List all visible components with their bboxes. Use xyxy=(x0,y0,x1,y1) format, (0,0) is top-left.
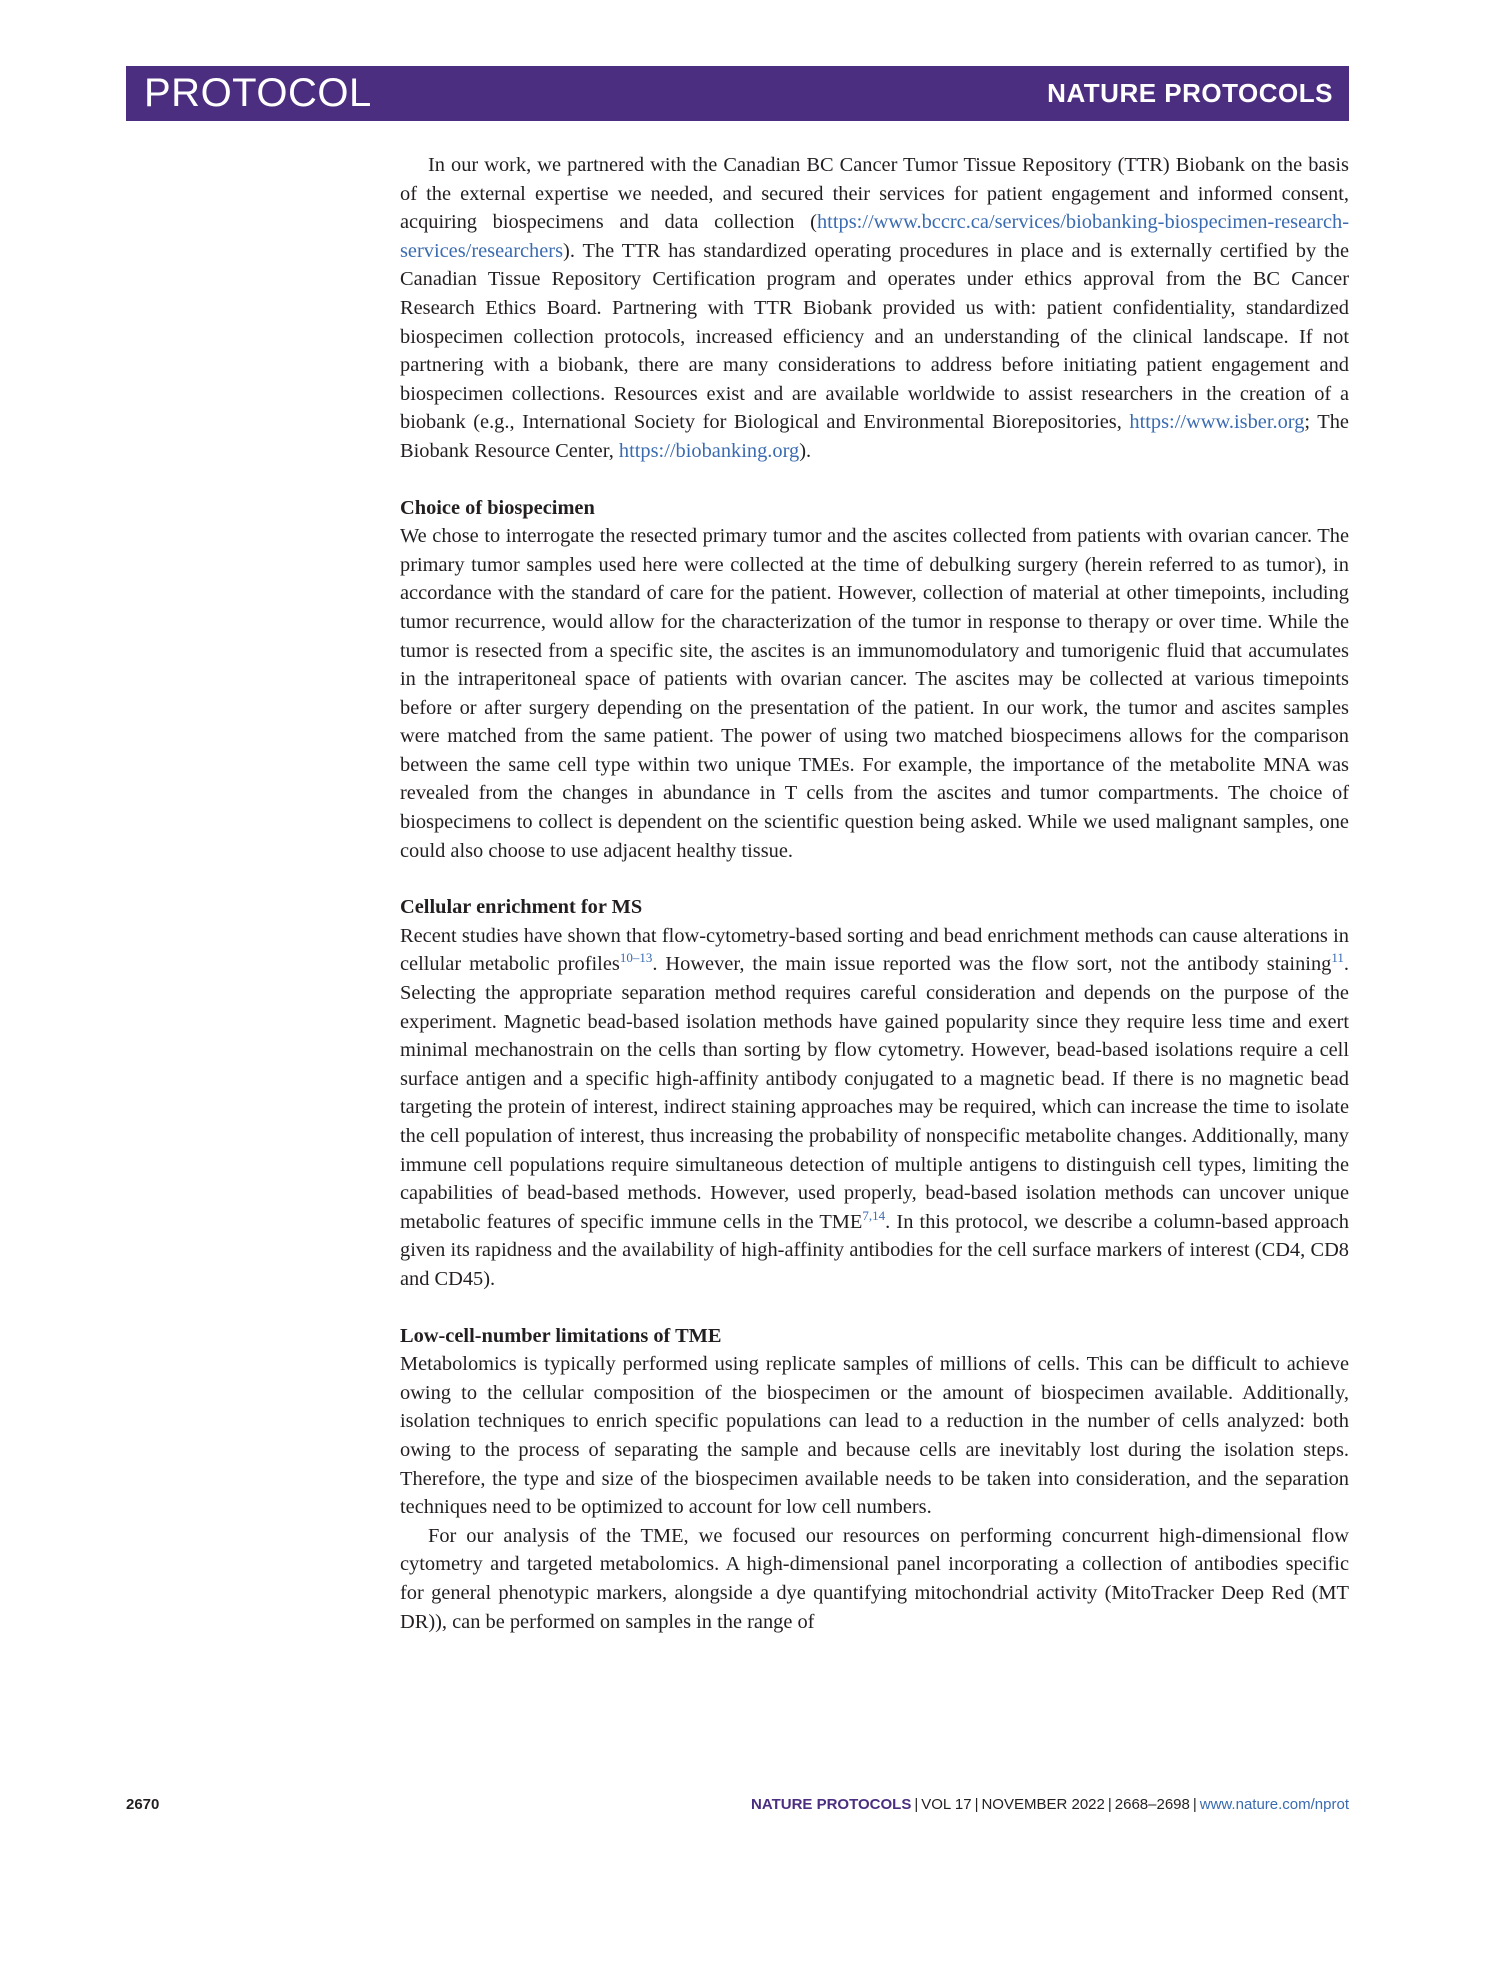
footer-separator: | xyxy=(914,1796,919,1813)
page-number: 2670 xyxy=(126,1796,160,1813)
isber-link[interactable]: https://www.isber.org xyxy=(1129,411,1305,434)
reference-citation[interactable]: 7,14 xyxy=(862,1207,886,1223)
footer-volume: VOL 17 xyxy=(921,1796,972,1813)
page-footer xyxy=(126,1796,1349,1820)
section-gap xyxy=(400,865,1349,893)
paragraph-text: ). xyxy=(799,439,812,462)
section-gap xyxy=(400,1294,1349,1322)
bccrc-link[interactable]: https://www.bccrc.ca/services/biobanking-biospecimen-research-services/researchers xyxy=(400,211,1349,262)
paragraph-text: Recent studies have shown that flow-cytometry-based sorting and bead enrichment methods can cause alterations in cellular metabolic profiles xyxy=(400,924,1349,976)
paragraph-text: ). The TTR has standardized operating procedures in place and is externally certified by the Canadian Tissue Repository Certification program and operates under ethics approval from the BC Cancer Research Ethics Board. Partnering with TTR Biobank provided us with: patient confidentiality, standardized biospecimen collection protocols, increased efficiency and an understanding of the clinical landscape. If not partnering with a biobank, there are many considerations to address before initiating patient engagement and biospecimen collections. Resources exist and are available worldwide to assist researchers in the creation of a biobank (e.g., International Society for Biological and Environmental Biorepositories, xyxy=(400,239,1349,434)
footer-separator: | xyxy=(974,1796,979,1813)
paragraph-text: . Selecting the appropriate separation method requires careful consideration and depends on the purpose of the experiment. Magnetic bead-based isolation methods have gained popularity since they require less time and exert minimal mechanostrain on the cells than sorting by flow cytometry. However, bead-based isolations require a cell surface antigen and a specific high-affinity antibody conjugated to a magnetic bead. If there is no magnetic bead targeting the protein of interest, indirect staining approaches may be required, which can increase the time to isolate the cell population of interest, thus increasing the probability of nonspecific metabolite changes. Additionally, many immune cell populations require simultaneous detection of multiple antigens to distinguish cell types, limiting the capabilities of bead-based methods. However, used properly, bead-based isolation methods can uncover unique metabolic features of specific immune cells in the TME xyxy=(400,953,1349,1233)
section-heading-biospecimen: Choice of biospecimen xyxy=(400,496,595,519)
section-gap xyxy=(400,466,1349,494)
paragraph-low-cell: Metabolomics is typically performed using replicate samples of millions of cells. This can be difficult to achieve owing to the cellular composition of the biospecimen or the amount of biospecimen available. Additionally, isolation techniques to enrich specific populations can lead to a reduction in the number of cells analyzed: both owing to the process of separating the sample and because cells are inevitably lost during the isolation steps. Therefore, the type and size of the biospecimen available needs to be taken into consideration, and the separation techniques need to be optimized to account for low cell numbers. xyxy=(400,1353,1349,1519)
paragraph-enrichment xyxy=(400,922,1349,1294)
footer-journal: NATURE PROTOCOLS xyxy=(751,1796,912,1813)
section-heading-enrichment: Cellular enrichment for MS xyxy=(400,896,643,919)
paragraph-text: In our work, we partnered with the Canadian BC Cancer Tumor Tissue Repository (TTR) Biobank on the basis of the external expertise we needed, and secured their services for patient engagement and informed consent, acquiring biospecimens and data collection ( xyxy=(400,154,1349,234)
paragraph-biobank xyxy=(400,151,1349,466)
paragraph-text: . In this protocol, we describe a column-based approach given its rapidness and the availability of high-affinity antibodies for the cell surface markers of interest (CD4, CD8 and CD45). xyxy=(400,1210,1349,1290)
paragraph-tme-analysis: For our analysis of the TME, we focused our resources on performing concurrent high-dimensional flow cytometry and targeted metabolomics. A high-dimensional panel incorporating a collection of antibodies specific for general phenotypic markers, alongside a dye quantifying mitochondrial activity (MitoTracker Deep Red (MT DR)), can be performed on samples in the range of xyxy=(400,1524,1349,1633)
section-heading-low-cell: Low-cell-number limitations of TME xyxy=(400,1324,722,1347)
footer-url-link[interactable]: www.nature.com/nprot xyxy=(1199,1796,1349,1813)
header-bar xyxy=(126,66,1349,121)
paragraph-biospecimen: We chose to interrogate the resected primary tumor and the ascites collected from patients with ovarian cancer. The primary tumor samples used here were collected at the time of debulking surgery (herein referred to as tumor), in accordance with the standard of care for the patient. However, collection of material at other timepoints, including tumor recurrence, would allow for the characterization of the tumor in response to therapy or over time. While the tumor is resected from a specific site, the ascites is an immunomodulatory and tumorigenic fluid that accumulates in the intraperitoneal space of patients with ovarian cancer. The ascites may be collected at various timepoints before or after surgery depending on the presentation of the patient. In our work, the tumor and ascites samples were matched from the same patient. The power of using two matched biospecimens allows for the comparison between the same cell type within two unique TMEs. For example, the importance of the metabolite MNA was revealed from the changes in abundance in T cells from the ascites and tumor compartments. The choice of biospecimens to collect is dependent on the scientific question being asked. While we used malignant samples, one could also choose to use adjacent healthy tissue. xyxy=(400,525,1349,862)
article-body xyxy=(400,151,1349,1636)
article-type-label: PROTOCOL xyxy=(144,71,372,115)
footer-pages: 2668–2698 xyxy=(1114,1796,1190,1813)
biobanking-link[interactable]: https://biobanking.org xyxy=(618,439,800,462)
reference-citation[interactable]: 10–13 xyxy=(619,950,653,966)
footer-separator: | xyxy=(1107,1796,1112,1813)
footer-citation xyxy=(751,1796,1349,1813)
journal-name: NATURE PROTOCOLS xyxy=(1047,78,1333,108)
footer-date: NOVEMBER 2022 xyxy=(981,1796,1105,1813)
paragraph-text: ; The Biobank Resource Center, xyxy=(400,411,1349,462)
footer-separator: | xyxy=(1192,1796,1197,1813)
paragraph-text: . However, the main issue reported was the flow sort, not the antibody staining xyxy=(652,953,1332,976)
reference-citation[interactable]: 11 xyxy=(1331,950,1344,966)
